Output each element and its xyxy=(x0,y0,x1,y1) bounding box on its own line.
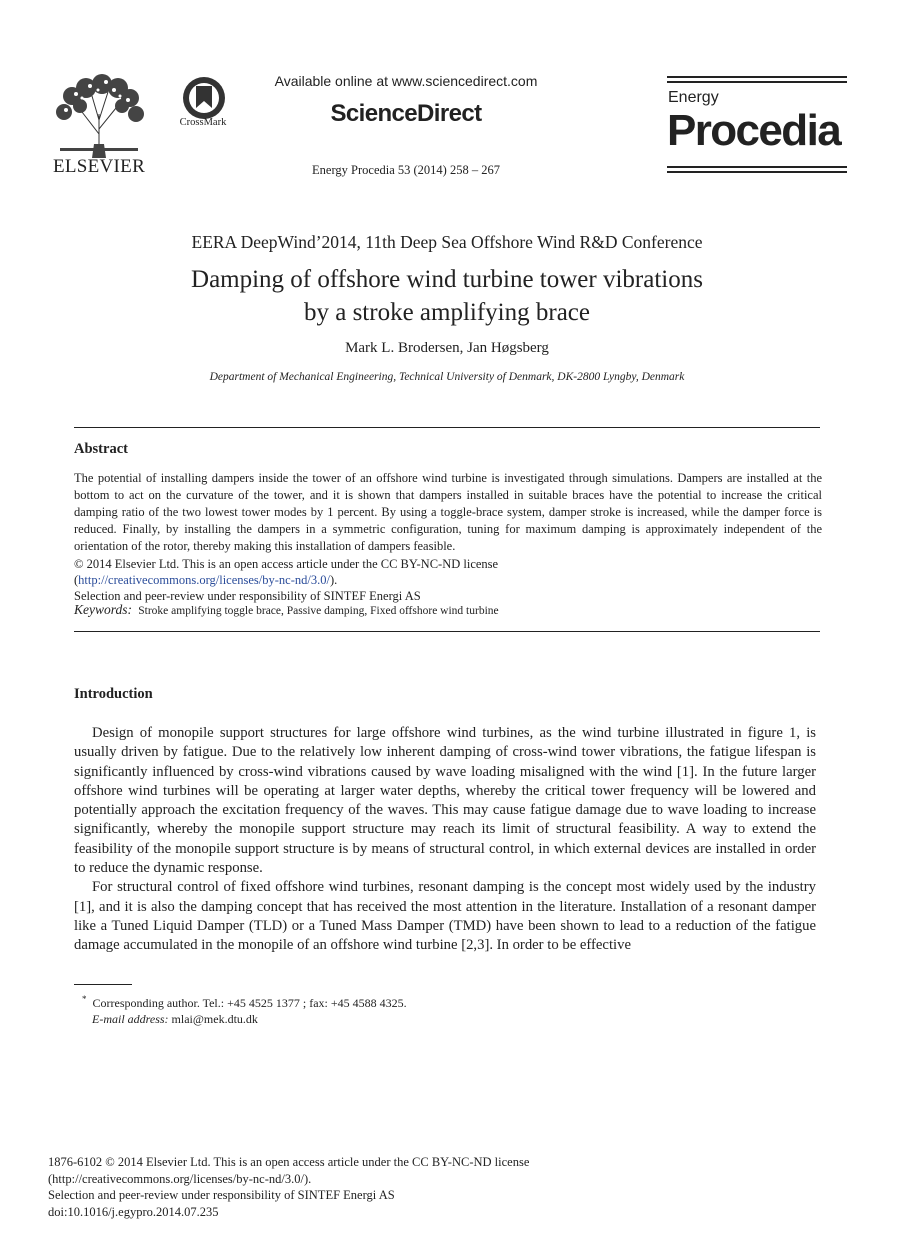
footer-license-open: ( xyxy=(48,1171,53,1186)
keywords xyxy=(74,602,822,619)
journal-rule-top-2 xyxy=(667,81,847,83)
abstract-license xyxy=(74,572,822,588)
conference-name: EERA DeepWind’2014, 11th Deep Sea Offshore Wind R&D Conference xyxy=(191,232,703,252)
abstract-rule-bottom xyxy=(74,631,820,632)
license-link[interactable]: http://creativecommons.org/licenses/by-nc-nd/3.0/ xyxy=(78,573,330,587)
journal-rule-bottom xyxy=(667,166,847,168)
footer-peer-review: Selection and peer-review under responsibility of SINTEF Energi AS xyxy=(48,1188,395,1202)
title-line-1: Damping of offshore wind turbine tower vibrations xyxy=(191,266,703,293)
abstract-rule-top xyxy=(74,427,820,428)
paper-title xyxy=(0,263,894,329)
footnote xyxy=(74,991,574,1027)
keywords-label: Keywords: xyxy=(74,602,132,617)
footnote-rule xyxy=(74,984,132,985)
available-online-text[interactable]: Available online at www.sciencedirect.com xyxy=(274,73,538,89)
introduction-paragraph-1: Design of monopile support structures for large offshore wind turbines, as the wind turbine illustrated in figure 1, is usually driven by fatigue. Due to the relatively low inherent damping of cross-wind tower vibrations, the fatigue lifespan is significantly influenced by cross-wind vibrations caused by wave loading misaligned with the wind [1]. In the future larger offshore wind turbines will be operating at larger water depths, whereby the critical tower frequency will be lowered and potentially approach the excitation frequency of the waves. This may cause fatigue damage due to wave loading to increase significantly, whereby the monopile support structure may reach its limit of structural feasibility. A way to extend the feasibility of the monopile support structure is by means of structural control, in which external devices are installed in order to reduce the dynamic response. xyxy=(74,725,816,877)
footer-license-link[interactable]: http://creativecommons.org/licenses/by-nc-nd/3.0/ xyxy=(52,1171,304,1186)
footnote-corresponding: Corresponding author. Tel.: +45 4525 1377 ; fax: +45 4588 4325. xyxy=(92,996,407,1010)
keywords-list: Stroke amplifying toggle brace, Passive damping, Fixed offshore wind turbine xyxy=(138,605,499,617)
sciencedirect-logo: ScienceDirect xyxy=(330,100,482,127)
abstract-peer-review: Selection and peer-review under responsibility of SINTEF Energi AS xyxy=(74,589,421,603)
license-close: ). xyxy=(329,573,338,587)
affiliation: Department of Mechanical Engineering, Technical University of Denmark, DK-2800 Lyngby, Denmark xyxy=(209,371,685,383)
abstract-body: The potential of installing dampers inside the tower of an offshore wind turbine is investigated through simulations. Dampers are installed at the bottom to act on the curvature of the tower, and it is shown that dampers installed in suitable braces have the potential to increase the critical damping ratio of the two lowest tower modes by 1 percent. By using a toggle-brace system, damper stroke is increased, while the damper force is reduced. Finally, by installing the dampers in a symmetric configuration, tuning for maximum damping is approximately independent of the orientation of the rotor, thereby making this installation of dampers feasible. xyxy=(74,471,822,553)
abstract-copyright: © 2014 Elsevier Ltd. This is an open access article under the CC BY-NC-ND license xyxy=(74,557,499,571)
footer-doi[interactable]: doi:10.1016/j.egypro.2014.07.235 xyxy=(48,1204,219,1219)
license-open: ( xyxy=(74,573,79,587)
page-footer xyxy=(48,1154,748,1220)
title-line-2: by a stroke amplifying brace xyxy=(303,299,590,326)
footnote-email-label: E-mail address: xyxy=(92,1012,169,1026)
footer-license-close: ). xyxy=(303,1171,312,1186)
authors: Mark L. Brodersen, Jan Høgsberg xyxy=(345,340,549,356)
footer-license xyxy=(48,1171,748,1188)
footer-issn-line: 1876-6102 © 2014 Elsevier Ltd. This is an open access article under the CC BY-NC-ND license xyxy=(48,1155,530,1169)
journal-name-energy: Energy xyxy=(668,89,719,106)
publisher-name: ELSEVIER xyxy=(52,156,146,177)
footnote-marker: * xyxy=(82,994,87,1004)
introduction-heading: Introduction xyxy=(74,686,153,702)
introduction-paragraph-2: For structural control of fixed offshore wind turbines, resonant damping is the concept most widely used by the industry [1], and it is also the damping concept that has received the most attention in the literature. Installation of a resonant damper like a Tuned Liquid Damper (TLD) or a Tuned Mass Damper (TMD) have been shown to lead to a reduction of the fatigue damage accumulated in the monopile of an offshore wind turbine [2,3]. In order to be effective xyxy=(74,879,816,954)
journal-citation: Energy Procedia 53 (2014) 258 – 267 xyxy=(312,163,500,177)
journal-rule-bottom-2 xyxy=(667,171,847,173)
journal-name-procedia: Procedia xyxy=(667,106,841,155)
journal-rule-top xyxy=(667,76,847,78)
introduction-body xyxy=(74,724,816,956)
crossmark-label: CrossMark xyxy=(179,117,227,128)
abstract-heading: Abstract xyxy=(74,441,128,457)
footnote-email[interactable]: mlai@mek.dtu.dk xyxy=(171,1012,258,1026)
